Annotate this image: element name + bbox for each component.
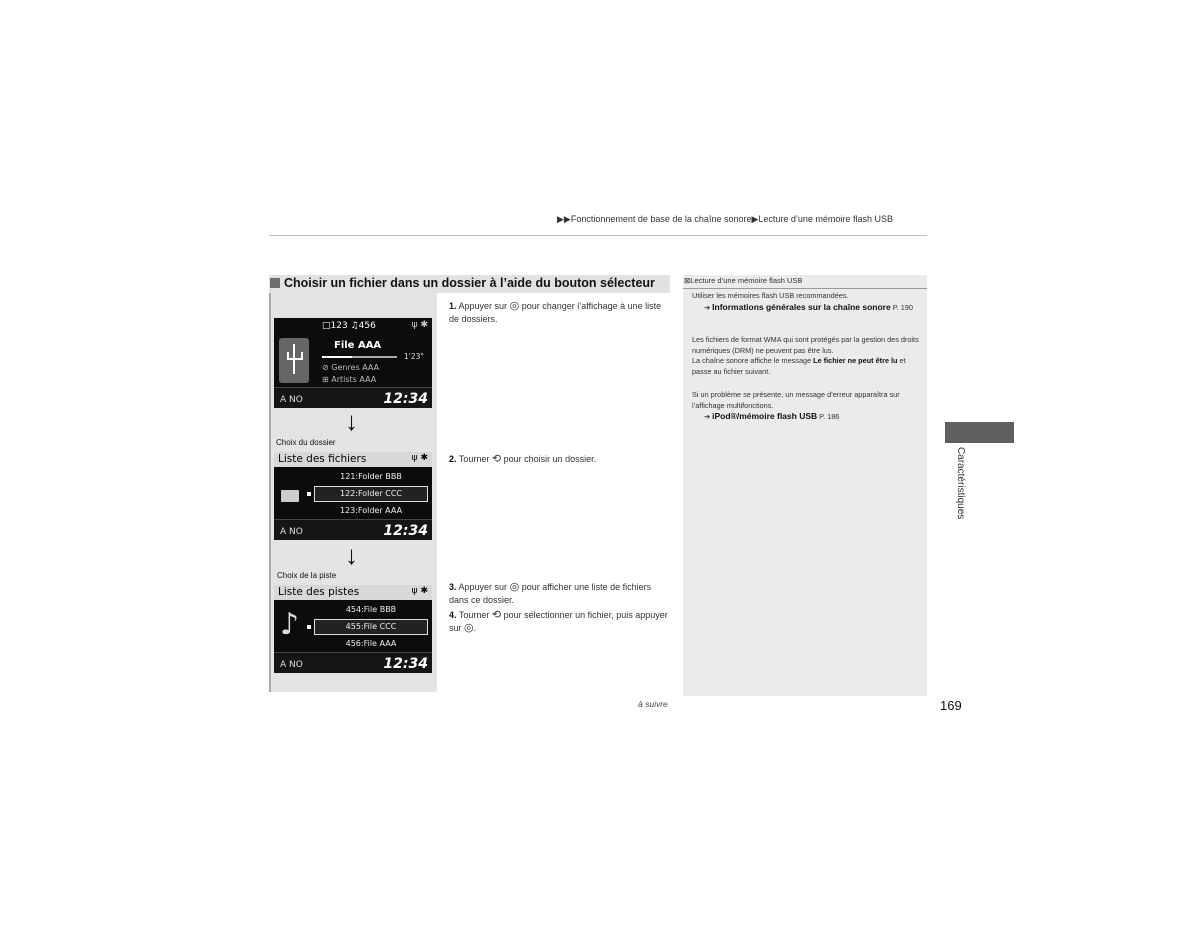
down-arrow-icon: ↓ (345, 406, 358, 436)
genre-text: Genres AAA (331, 363, 380, 372)
usb-icon (279, 338, 309, 383)
artist-text: Artists AAA (331, 375, 377, 384)
step-number: 3. (449, 582, 457, 592)
list-item-selected[interactable]: 122:Folder CCC (314, 486, 428, 502)
reference-page: P. 186 (819, 412, 840, 421)
step-text-cont: pour afficher une liste de fichiers dans ce dossier. (449, 582, 652, 605)
sidebar-text: Les fichiers de format WMA qui sont protégés par la gestion des droits numériques (DRM) ne peuvent pas être lus. (692, 335, 919, 355)
mode-indicator: A NO (280, 395, 303, 405)
step-number: 4. (449, 610, 457, 620)
reference-arrow-icon: ➔ (704, 302, 711, 312)
folder-icon (281, 490, 299, 502)
display-status-bar (274, 652, 432, 673)
step-text: Tourner (458, 454, 490, 464)
reference-link[interactable]: iPod®/mémoire flash USB (712, 411, 818, 421)
selector-knob-press-icon: ◎ (464, 622, 474, 634)
sidebar-reference-1[interactable] (692, 302, 924, 314)
elapsed-time: 1'23" (404, 352, 424, 361)
mode-indicator: A NO (280, 660, 303, 670)
list-item[interactable]: 456:File AAA (345, 639, 397, 648)
header-rule (269, 235, 927, 236)
display-status-bar (274, 387, 432, 408)
step-number: 1. (449, 301, 457, 311)
step-1 (449, 300, 669, 326)
file-title: File AAA (334, 340, 382, 351)
list-header (274, 585, 432, 600)
breadcrumb-chapter[interactable]: Fonctionnement de base de la chaîne sonore (570, 214, 752, 224)
caption-track: Choix de la piste (277, 571, 337, 580)
step-text-cont: pour sélectionner un fichier, puis appuyer sur (449, 610, 668, 633)
continued-note: à suivre (638, 699, 668, 709)
reference-page: P. 190 (892, 302, 913, 312)
music-note-icon: ♪ (280, 607, 300, 642)
reference-link[interactable]: Informations générales sur la chaîne sonore (712, 301, 891, 312)
caption-folder: Choix du dossier (276, 438, 336, 447)
sidebar-paragraph-2 (692, 335, 924, 377)
display-status-bar (274, 519, 432, 540)
selector-knob-press-icon: ◎ (509, 581, 520, 593)
sidebar-text: Utiliser les mémoires flash USB recommandées. (692, 291, 849, 300)
page-number: 169 (940, 698, 962, 713)
sidebar-text: et passe au fichier suivant. (692, 356, 906, 376)
selection-pointer-icon (307, 625, 311, 629)
audio-display-playing (274, 318, 432, 408)
sidebar-text: Si un problème se présente, un message d’erreur apparaîtra sur l’affichage multifonctions. (692, 390, 900, 410)
step-text-cont: pour choisir un dossier. (503, 454, 597, 464)
breadcrumb-separator: ▶ (751, 214, 759, 224)
list-item[interactable]: 454:File BBB (345, 605, 397, 614)
audio-display-folder-list (274, 452, 432, 540)
breadcrumb-topic[interactable]: Lecture d’une mémoire flash USB (758, 214, 893, 224)
genre-line: ⊘ Genres AAA (322, 363, 380, 372)
audio-display-track-list (274, 585, 432, 673)
sidebar-title-text: Lecture d’une mémoire flash USB (690, 276, 803, 285)
progress-bar (322, 356, 397, 358)
reference-arrow-icon: ➔ (704, 412, 711, 421)
list-item-selected[interactable]: 455:File CCC (314, 619, 428, 635)
artist-line: ⊞ Artists AAA (322, 375, 377, 384)
step-text-end: . (473, 623, 477, 633)
selector-knob-press-icon: ◎ (509, 300, 520, 312)
sidebar-message: Le fichier ne peut être lu (813, 356, 898, 365)
selector-knob-rotate-icon: ⟲ (491, 453, 502, 465)
usb-bluetooth-icon: ψ ✱ (411, 453, 428, 463)
step-2 (449, 453, 669, 466)
mode-indicator: A NO (280, 527, 303, 537)
clock: 12:34 (383, 523, 428, 539)
list-title: Liste des pistes (278, 586, 360, 598)
sidebar-text: La chaîne sonore affiche le message (692, 356, 812, 365)
step-text: Appuyer sur (458, 301, 508, 311)
sidebar-header (683, 275, 927, 289)
list-title: Liste des fichiers (278, 453, 367, 465)
sidebar-title: ⊠Lecture d’une mémoire flash USB (684, 276, 803, 285)
chapter-tab[interactable] (945, 422, 1014, 443)
clock: 12:34 (383, 391, 428, 407)
step-3 (449, 581, 669, 607)
step-text: Appuyer sur (458, 582, 508, 592)
usb-bluetooth-icon: ψ ✱ (411, 586, 428, 596)
clock: 12:34 (383, 656, 428, 672)
step-number: 2. (449, 454, 457, 464)
sidebar-paragraph-3 (692, 390, 924, 423)
section-marker-icon (270, 278, 280, 288)
chapter-label: Caractéristiques (955, 447, 966, 520)
selection-pointer-icon (307, 492, 311, 496)
section-title: Choisir un fichier dans un dossier à l’aide du bouton sélecteur (284, 276, 655, 290)
step-text-cont: pour changer l’affichage à une liste de dossiers. (449, 301, 662, 324)
sidebar-reference-2[interactable] (692, 411, 924, 423)
sidebar-paragraph-1 (692, 291, 924, 313)
selector-knob-rotate-icon: ⟲ (491, 609, 502, 621)
step-text: Tourner (458, 610, 490, 620)
section-heading (269, 275, 670, 293)
breadcrumb-marker: ▶▶ (557, 214, 571, 224)
track-counter: □123 ♫456 (322, 321, 376, 331)
list-header (274, 452, 432, 467)
column-border (269, 293, 271, 692)
list-item[interactable]: 123:Folder AAA (339, 506, 403, 515)
down-arrow-icon: ↓ (345, 540, 358, 570)
usb-bluetooth-icon: ψ ✱ (411, 320, 428, 330)
breadcrumb (557, 214, 893, 225)
step-4 (449, 609, 669, 635)
list-item[interactable]: 121:Folder BBB (340, 472, 402, 481)
